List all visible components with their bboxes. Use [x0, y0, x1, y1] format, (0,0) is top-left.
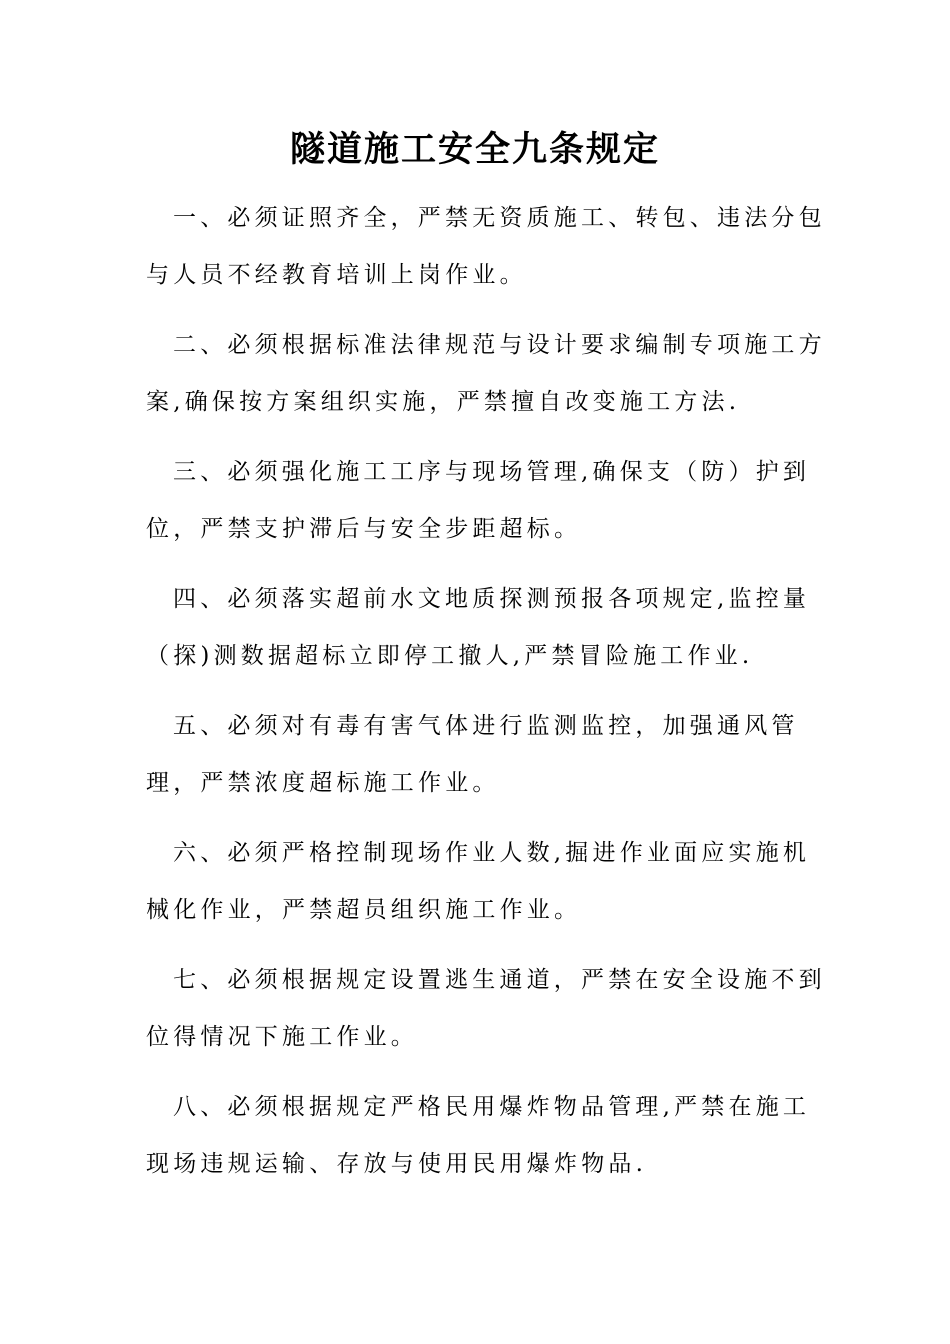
regulation-paragraph-6: 六、必须严格控制现场作业人数,掘进作业面应实施机械化作业，严禁超员组织施工作业。	[146, 840, 811, 923]
regulation-paragraph-2: 二、必须根据标准法律规范与设计要求编制专项施工方案,确保按方案组织实施，严禁擅自改变施工方法.	[146, 332, 826, 415]
regulation-paragraph-7: 七、必须根据规定设置逃生通道，严禁在安全设施不到位得情况下施工作业。	[146, 967, 826, 1050]
regulation-paragraph-1: 一、必须证照齐全，严禁无资质施工、转包、违法分包与人员不经教育培训上岗作业。	[146, 205, 826, 288]
document-title: 隧道施工安全九条规定	[289, 129, 660, 170]
regulation-paragraph-4: 四、必须落实超前水文地质探测预报各项规定,监控量（探)测数据超标立即停工撤人,严禁冒险施工作业.	[146, 586, 811, 669]
regulation-paragraph-3: 三、必须强化施工工序与现场管理,确保支（防）护到位，严禁支护滞后与安全步距超标。	[146, 459, 811, 542]
regulation-paragraph-8: 八、必须根据规定严格民用爆炸物品管理,严禁在施工现场违规运输、存放与使用民用爆炸物品.	[146, 1094, 811, 1177]
regulation-paragraph-5: 五、必须对有毒有害气体进行监测监控，加强通风管理，严禁浓度超标施工作业。	[146, 713, 799, 796]
